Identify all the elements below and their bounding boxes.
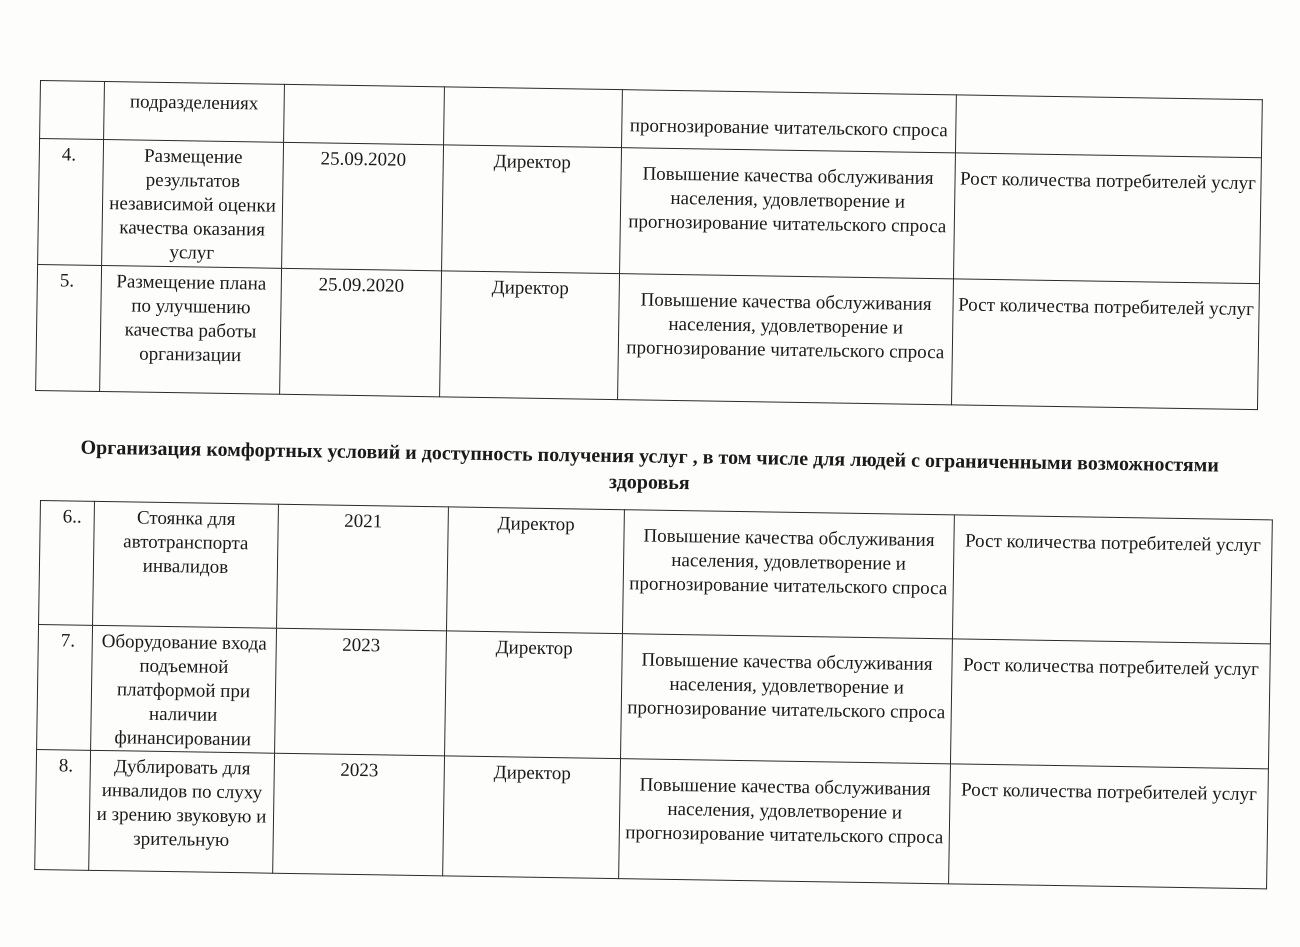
result-cell: Рост количества потребителей услуг [950, 639, 1270, 769]
row-number: 5. [36, 264, 102, 391]
plan-table-bottom [34, 500, 1273, 889]
plan-table-top [35, 80, 1263, 410]
table-row [39, 501, 1273, 644]
event-cell: Оборудование входа подъемной платформой при наличии финансировании [91, 625, 277, 753]
result-cell: Рост количества потребителей услуг [949, 764, 1269, 889]
result-cell: Рост количества потребителей услуг [952, 515, 1272, 644]
row-number: 6.. [39, 501, 95, 626]
event-cell: Дублировать для инвалидов по слуху и зрению звуковую и зрительную [89, 750, 275, 873]
responsible-cell: Директор [445, 631, 623, 759]
responsible-cell [444, 87, 623, 148]
date-cell: 2021 [277, 504, 449, 631]
event-cell: Размещение плана по улучшению качества работы организации [100, 265, 282, 394]
date-cell: 25.09.2020 [282, 142, 444, 270]
section-title: Организация комфортных условий и доступность получения услуг , в том числе для людей с ограниченными возможностями здоровья [80, 436, 1220, 495]
effect-cell: Повышение качества обслуживания населения, удовлетворение и прогнозирование читательского спроса [622, 510, 954, 639]
date-cell: 2023 [273, 753, 445, 876]
result-cell: Рост количества потребителей услуг [952, 279, 1260, 410]
row-number: 4. [38, 139, 104, 266]
event-cell: подразделениях [104, 82, 285, 143]
result-cell [955, 95, 1262, 158]
row-number [40, 81, 105, 140]
responsible-cell: Директор [443, 756, 621, 879]
table-row [35, 749, 1269, 888]
effect-cell: Повышение качества обслуживания населения, удовлетворение и прогнозирование читательского спроса [618, 274, 954, 405]
date-cell: 2023 [275, 628, 447, 756]
effect-cell: Повышение качества обслуживания населения, удовлетворение и прогнозирование читательского спроса [619, 759, 951, 884]
table-row [38, 139, 1262, 284]
date-cell [284, 84, 445, 145]
effect-cell: Повышение качества обслуживания населения, удовлетворение и прогнозирование читательского спроса [620, 148, 956, 279]
date-cell: 25.09.2020 [280, 268, 442, 396]
event-cell: Стоянка для автотранспорта инвалидов [93, 501, 279, 628]
row-number: 7. [37, 624, 93, 750]
effect-cell: прогнозирование читательского спроса [622, 90, 957, 153]
event-cell: Размещение результатов независимой оценки качества оказания услуг [102, 140, 284, 269]
row-number: 8. [35, 749, 91, 870]
table-row [37, 624, 1271, 768]
table-row [36, 264, 1260, 409]
responsible-cell: Директор [446, 507, 624, 634]
effect-cell: Повышение качества обслуживания населения, удовлетворение и прогнозирование читательского спроса [621, 634, 953, 764]
responsible-cell: Директор [440, 271, 620, 400]
result-cell: Рост количества потребителей услуг [953, 153, 1261, 284]
responsible-cell: Директор [442, 145, 622, 274]
